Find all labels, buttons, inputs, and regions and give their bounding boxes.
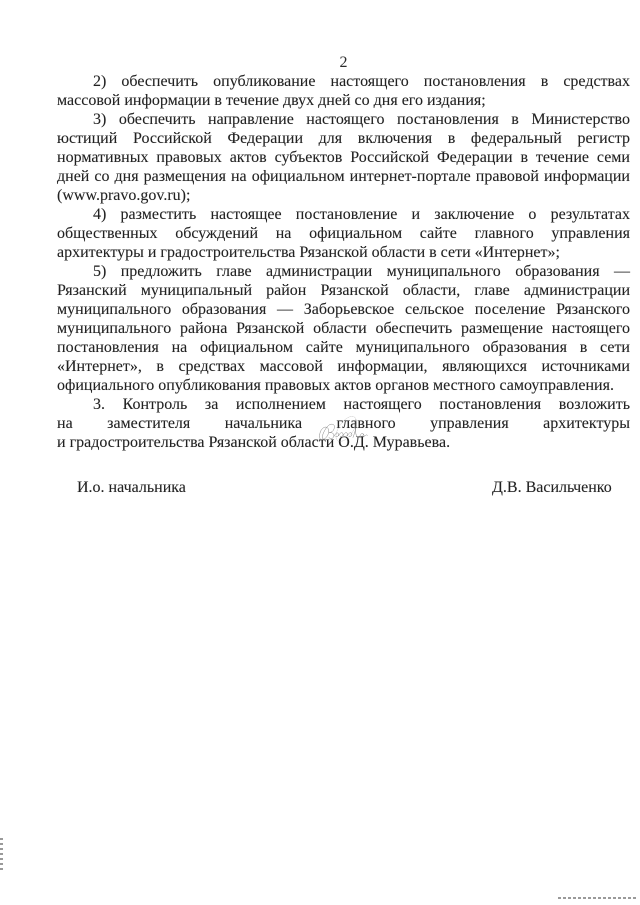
scan-edge-dashes (0, 838, 3, 872)
document-line: Рязанский муниципальный район Рязанской области, главе администрации (57, 282, 630, 299)
document-line: 2) обеспечить опубликование настоящего постановления в средствах (93, 73, 630, 90)
document-line: нормативных правовых актов субъектов Российской Федерации в течение семи (57, 149, 630, 166)
signature-image (268, 413, 482, 547)
document-line: общественных обсуждений на официальном сайте главного управления (57, 225, 630, 242)
paragraph-item-5 (57, 262, 630, 395)
document-line: (www.pravo.gov.ru); (57, 187, 191, 204)
document-line: юстиций Российской Федерации для включения в федеральный регистр (57, 130, 630, 147)
paragraph-item-2 (57, 72, 630, 110)
document-text (57, 72, 630, 452)
document-line: массовой информации в течение двух дней со дня его издания; (57, 92, 486, 109)
document-line: 4) разместить настоящее постановление и заключение о результатах (93, 206, 630, 223)
document-line: 3) обеспечить направление настоящего постановления в Министерство (93, 111, 630, 128)
document-line: 5) предложить главе администрации муниципального образования — (93, 263, 630, 280)
page-number: 2 (339, 54, 348, 71)
document-line: архитектуры и градостроительства Рязанской области в сети «Интернет»; (57, 244, 560, 261)
paragraph-item-4 (57, 205, 630, 262)
document-line: и градостроительства Рязанской области О.Д. Муравьева. (57, 434, 451, 451)
document-line: официального опубликования правовых актов органов местного самоуправления. (57, 377, 614, 394)
document-line: дней со дня размещения на официальном интернет-портале правовой информации (57, 168, 630, 185)
document-line: на заместителя начальника главного управления архитектуры (57, 415, 630, 432)
document-line: «Интернет», в средствах массовой информации, являющихся источниками (57, 358, 630, 375)
document-line: 3. Контроль за исполнением настоящего постановления возложить (93, 396, 630, 413)
signer-position-title: И.о. начальника (77, 479, 186, 496)
document-line: муниципального района Рязанской области обеспечить размещение настоящего (57, 320, 630, 337)
document-line: постановления на официальном сайте муниципального образования в сети (57, 339, 630, 356)
document-line: муниципального образования — Заборьевское сельское поселение Рязанского (57, 301, 630, 318)
paragraph-item-3 (57, 110, 630, 205)
signer-name: Д.В. Васильченко (492, 479, 612, 496)
scan-dotted-line (558, 897, 638, 899)
